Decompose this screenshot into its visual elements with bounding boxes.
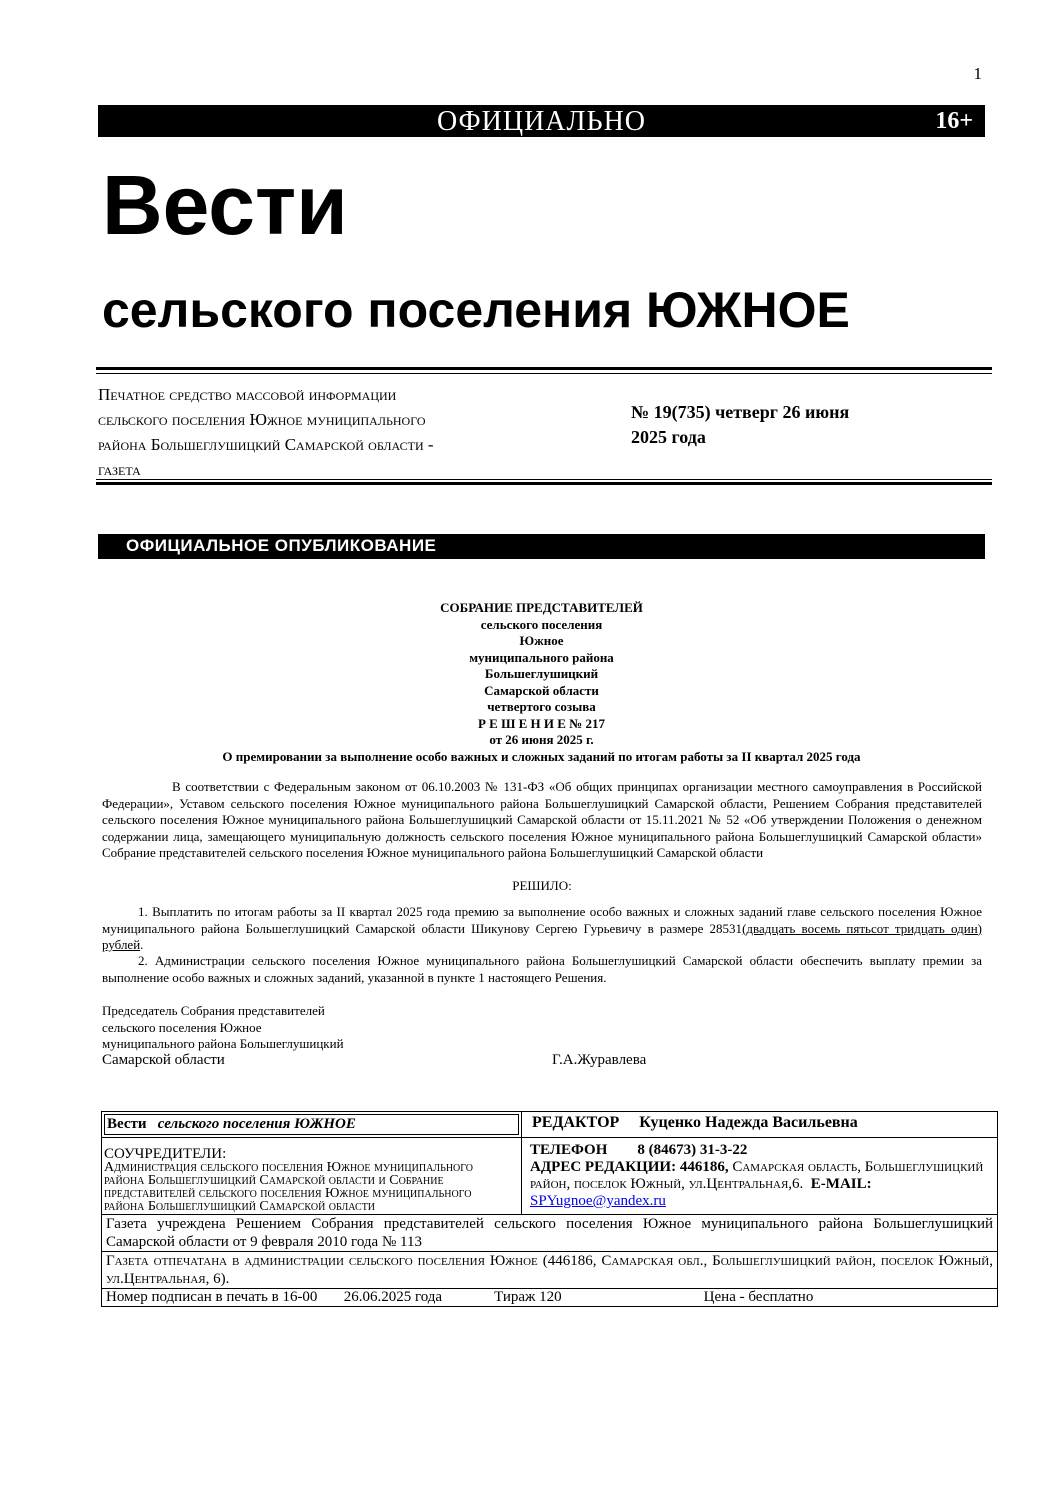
circulation: Тираж 120 [494,1289,562,1305]
decision-header-line: муниципального района [469,649,614,665]
price: Цена - бесплатно [703,1289,814,1305]
issue-info [631,400,931,450]
section-title: ОФИЦИАЛЬНОЕ ОПУБЛИКОВАНИЕ [126,536,437,555]
signature-line: Председатель Собрания представителей [102,1003,325,1018]
masthead-title: Вести [102,158,348,252]
phone-number: 8 (84673) 31-3-22 [637,1142,748,1158]
publication-line: сельского поселения Южное муниципального [98,410,426,429]
imprint-editor-cell [522,1112,998,1138]
masthead-rule-thin [96,373,992,374]
paper-name-bold: Вести [107,1116,147,1132]
imprint-table [101,1111,998,1307]
signature-line: сельского поселения Южное [102,1019,262,1035]
editor-name: Куценко Надежда Васильевна [639,1114,858,1131]
signed-date: 26.06.2025 года [343,1289,443,1305]
decision-header [98,600,985,765]
issue-year: 2025 года [631,427,706,447]
imprint-paper-name [104,1114,519,1135]
section-banner [98,534,985,559]
decision-header-line: сельского поселения [480,616,603,632]
email-link[interactable]: SPYugnoe@yandex.ru [530,1193,666,1209]
item-1-amount-words: (двадцать восемь пятьсот тридцать один) рублей [102,920,983,952]
imprint-established: Газета учреждена Решением Собрания представителей сельского поселения Южное муниципального района Большеглушицкий Самарской области от 9 февраля 2010 года № 113 [102,1215,998,1252]
decision-header-line: Самарской области [484,682,599,698]
decision-header-line: четвертого созыва [487,699,596,714]
imprint-paper-cell [102,1112,522,1138]
imprint-contacts-cell [522,1138,998,1215]
publication-info [98,382,578,482]
email-label: E-MAIL: [810,1176,872,1192]
age-rating: 16+ [935,108,973,134]
phone-label: ТЕЛЕФОН [530,1142,608,1158]
masthead-subtitle: сельского поселения ЮЖНОЕ [102,282,850,338]
decision-item-2: 2. Администрации сельского поселения Южное муниципального района Большеглушицкий Самарской области обеспечить выплату премии за выполнение особо важных и сложных заданий, указанной в пункте 1 настоящего Решения. [102,953,982,985]
page-number: 1 [973,64,982,83]
decision-title: О премировании за выполнение особо важных и сложных заданий по итогам работы за II квартал 2025 года [222,748,861,764]
imprint-phone [530,1142,989,1159]
decision-item-1 [102,904,982,954]
official-label: ОФИЦИАЛЬНО [436,106,647,137]
paper-name-italic: сельского поселения ЮЖНОЕ [157,1116,356,1132]
imprint-founders-cell [102,1138,522,1215]
header-rule-thin [96,479,992,480]
imprint-printed: Газета отпечатана в администрации сельского поселения Южное (446186, Самарская обл., Большеглушицкий район, поселок Южный, ул.Центральная, 6). [102,1252,998,1289]
imprint-editor [524,1112,995,1134]
signature-name: Г.А.Журавлева [552,1052,647,1068]
imprint-address [530,1159,989,1210]
decision-resolved: РЕШИЛО: [512,878,572,893]
official-banner [98,105,985,137]
decision-header-line: Большеглушицкий [484,666,599,681]
header-rule [96,482,992,485]
address-label: АДРЕС РЕДАКЦИИ: 446186, [530,1159,729,1175]
signature-line: муниципального района Большеглушицкий [102,1036,344,1051]
masthead-rule [96,367,992,370]
address-text: Самарская область, Большеглушицкий район, поселок Южный, ул.Центральная,6. [530,1159,984,1192]
signature-region: Самарской области [102,1052,225,1068]
founders-text: Администрация сельского поселения Южное муниципального района Большеглушицкий Самарской области и Собрание представителей сельского поселения Южное муниципального района Большеглушицкий Самарской области [104,1160,474,1214]
decision-header-line: Южное [519,633,564,648]
decision-number: Р Е Ш Е Н И Е № 217 [477,715,606,731]
imprint-signed-row [102,1289,998,1307]
item-1-end: . [140,937,144,952]
signed-label: Номер подписан в печать в 16-00 [106,1289,318,1305]
founders-label: СОУЧРЕДИТЕЛИ: [104,1146,227,1162]
issue-number: № 19(735) четверг 26 июня [631,402,850,422]
publication-line: района Большеглушицкий Самарской области - [98,435,434,454]
editor-label: РЕДАКТОР [532,1114,620,1131]
decision-date: от 26 июня 2025 г. [489,732,594,747]
publication-line: газета [98,460,141,479]
item-1-text: 1. Выплатить по итогам работы за II квартал 2025 года премию за выполнение особо важных и сложных заданий главе сельского поселения Южное муниципального района Большеглушицкий Самарской области Шикунову Сергею Гурьевичу в размере 28531 [102,904,982,936]
decision-header-line: СОБРАНИЕ ПРЕДСТАВИТЕЛЕЙ [440,600,643,615]
publication-line: Печатное средство массовой информации [98,385,397,404]
decision-preamble: В соответствии с Федеральным законом от 06.10.2003 № 131-ФЗ «Об общих принципах организации местного самоуправления в Российской Федерации», Уставом сельского поселения Южное муниципального района Большеглушицкий Самарской области, Решением Собрания представителей сельского поселения Южное муниципального района Большеглушицкий Самарской области от 15.11.2021 № 52 «Об утверждении Положения о денежном содержании лица, замещающего муниципальную должность сельского поселения Южное муниципального района Большеглушицкий Самарской области» Собрание представителей сельского поселения Южное муниципального района Большеглушицкий Самарской области [102,779,982,860]
signature-block [102,1003,344,1053]
